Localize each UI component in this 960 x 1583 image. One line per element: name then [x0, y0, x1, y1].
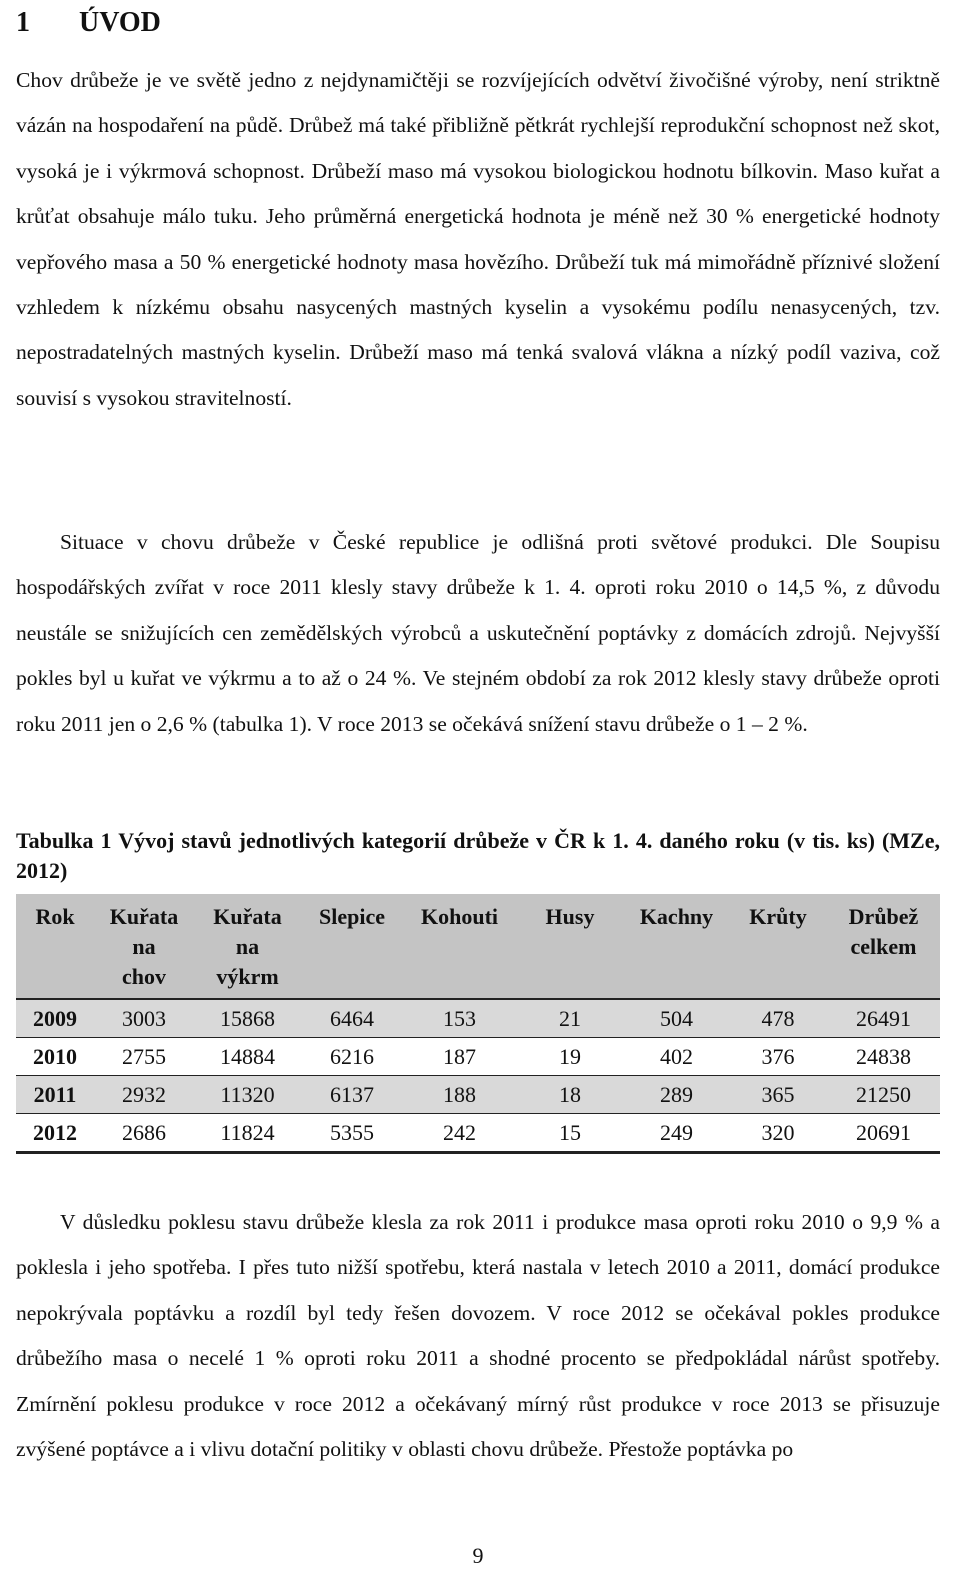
- table-header-text: celkem: [850, 934, 917, 959]
- table-cell: 11824: [194, 1114, 301, 1153]
- table-header-text: na: [132, 934, 156, 959]
- table-header-cell: [516, 894, 624, 999]
- table-cell: 15: [516, 1114, 624, 1153]
- table-cell: 26491: [827, 999, 940, 1038]
- table-cell: 21250: [827, 1076, 940, 1114]
- table-cell: 24838: [827, 1038, 940, 1076]
- table-year-cell: 2012: [16, 1114, 94, 1153]
- table-year-cell: 2011: [16, 1076, 94, 1114]
- table-row: [16, 999, 940, 1038]
- table-cell: 249: [624, 1114, 729, 1153]
- table-cell: 188: [403, 1076, 516, 1114]
- table-header-text: Kuřata: [109, 904, 179, 929]
- table-cell: 6216: [301, 1038, 403, 1076]
- table-header-cell: [16, 894, 94, 999]
- table-year-cell: 2009: [16, 999, 94, 1038]
- table-header-text: výkrm: [216, 964, 279, 989]
- table-header-text: na: [235, 934, 260, 959]
- table-header-text: Krůty: [749, 904, 807, 929]
- paragraph-intro: Chov drůbeže je ve světě jedno z nejdynamičtěji se rozvíjejících odvětví živočišné výroby, není striktně vázán na hospodaření na půdě. Drůbež má také přibližně pětkrát rychlejší reprodukční schopnost než skot, vysoká je i výkrmová schopnost. Drůbeží maso má vysokou biologickou hodnotu bílkovin. Maso kuřat a krůťat obsahuje málo tuku. Jeho průměrná energetická hodnota je méně než 30 % energetické hodnoty vepřového masa a 50 % energetické hodnoty masa hovězího. Drůbeží tuk má mimořádně příznivé složení vzhledem k nízkému obsahu nasycených mastných kyselin a vysokému podílu nenasycených, tzv. nepostradatelných mastných kyselin. Drůbeží maso má tenká svalová vlákna a nízký podíl vaziva, což souvisí s vysokou stravitelností.: [16, 68, 940, 410]
- table-cell: 289: [624, 1076, 729, 1114]
- table-header-text: Kohouti: [420, 904, 499, 929]
- table-header-cell: [403, 894, 516, 999]
- table-cell: 365: [729, 1076, 827, 1114]
- table-header-text: Kachny: [639, 904, 714, 929]
- table-caption: Tabulka 1 Vývoj stavů jednotlivých kategorií drůbeže v ČR k 1. 4. daného roku (v tis. ks) (MZe, 2012): [16, 828, 940, 883]
- chapter-title: ÚVOD: [79, 7, 161, 38]
- table-header-cell: [301, 894, 403, 999]
- table-row: [16, 1114, 940, 1153]
- table-cell: 504: [624, 999, 729, 1038]
- table-cell: 3003: [94, 999, 194, 1038]
- poultry-table: [16, 894, 940, 1154]
- table-header-text: chov: [122, 964, 166, 989]
- table-header-cell: [624, 894, 729, 999]
- table-header-cell: [729, 894, 827, 999]
- table-header-cell: [94, 894, 194, 999]
- table-header-cell: [827, 894, 940, 999]
- table-header-text: Husy: [545, 904, 595, 929]
- table-header-text: Kuřata: [213, 904, 282, 929]
- table-cell: 14884: [194, 1038, 301, 1076]
- table-header-row: [16, 894, 940, 999]
- chapter-number: 1: [16, 7, 30, 38]
- chapter-heading: [16, 4, 161, 42]
- table-cell: 153: [403, 999, 516, 1038]
- table-cell: 478: [729, 999, 827, 1038]
- table-cell: 20691: [827, 1114, 940, 1153]
- table-header-text: Drůbež: [848, 904, 919, 929]
- table-cell: 2755: [94, 1038, 194, 1076]
- table-row: [16, 1076, 940, 1114]
- table-cell: 402: [624, 1038, 729, 1076]
- table-body: [16, 999, 940, 1153]
- table-header-text: Rok: [35, 904, 75, 929]
- table-header-text: Slepice: [319, 904, 385, 929]
- table-cell: 5355: [301, 1114, 403, 1153]
- table-year-cell: 2010: [16, 1038, 94, 1076]
- table-cell: 15868: [194, 999, 301, 1038]
- table-row: [16, 1038, 940, 1076]
- table-cell: 19: [516, 1038, 624, 1076]
- table-header-cell: [194, 894, 301, 999]
- table-cell: 18: [516, 1076, 624, 1114]
- table-cell: 6137: [301, 1076, 403, 1114]
- table-cell: 2686: [94, 1114, 194, 1153]
- table-cell: 11320: [194, 1076, 301, 1114]
- table-cell: 21: [516, 999, 624, 1038]
- paragraph-situation: Situace v chovu drůbeže v České republice je odlišná proti světové produkci. Dle Soupisu hospodářských zvířat v roce 2011 klesly stavy drůbeže k 1. 4. oproti roku 2010 o 14,5 %, z důvodu neustále se snižujících cen zemědělských výrobců a uskutečnění poptávky z domácích zdrojů. Nejvyšší pokles byl u kuřat ve výkrmu a to až o 24 %. Ve stejném období za rok 2012 klesly stavy drůbeže oproti roku 2011 jen o 2,6 % (tabulka 1). V roce 2013 se očekává snížení stavu drůbeže o 1 – 2 %.: [16, 530, 940, 736]
- page-number: 9: [472, 1543, 484, 1568]
- table-cell: 2932: [94, 1076, 194, 1114]
- table-cell: 242: [403, 1114, 516, 1153]
- paragraph-production: V důsledku poklesu stavu drůbeže klesla za rok 2011 i produkce masa oproti roku 2010 o 9,9 % a poklesla i jeho spotřeba. I přes tuto nižší spotřebu, která nastala v letech 2010 a 2011, domácí produkce nepokrývala poptávku a rozdíl byl tedy řešen dovozem. V roce 2012 se očekával pokles produkce drůbežího masa o necelé 1 % oproti roku 2011 a shodné procento se předpokládal nárůst spotřeby. Zmírnění poklesu produkce v roce 2012 a očekávaný mírný růst produkce v roce 2013 se přisuzuje zvýšené poptávce a i vlivu dotační politiky v oblasti chovu drůbeže. Přestože poptávka po: [16, 1210, 940, 1462]
- table-cell: 376: [729, 1038, 827, 1076]
- table-cell: 187: [403, 1038, 516, 1076]
- table-cell: 320: [729, 1114, 827, 1153]
- table-cell: 6464: [301, 999, 403, 1038]
